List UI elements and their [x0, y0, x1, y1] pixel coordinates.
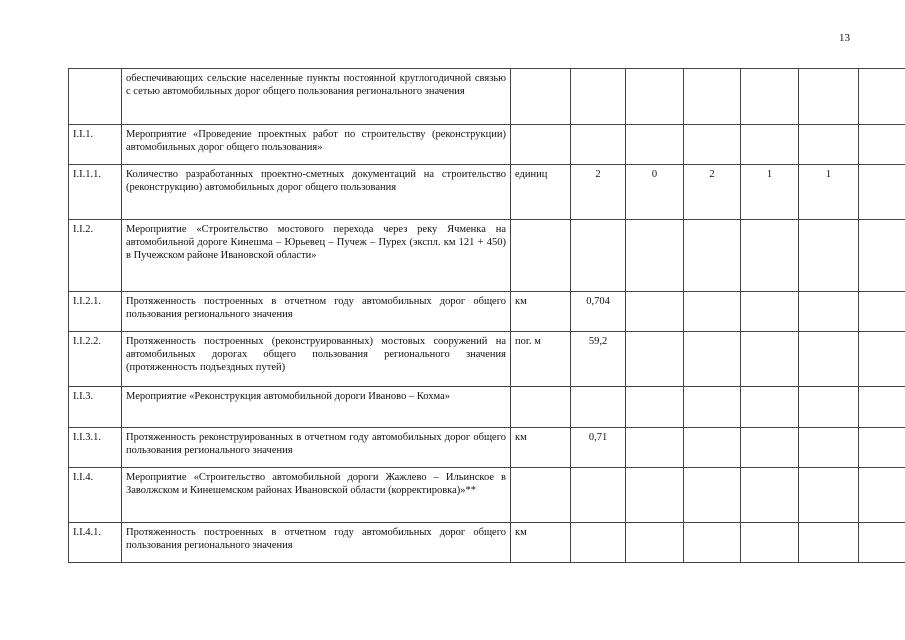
row-value-2: [626, 125, 684, 165]
row-unit: [511, 387, 571, 428]
row-unit: единиц: [511, 165, 571, 220]
row-value-5: [799, 69, 859, 125]
row-value-4: [741, 428, 799, 468]
row-value-6: [859, 220, 905, 292]
row-value-5: [799, 125, 859, 165]
row-value-1: 2: [571, 165, 626, 220]
row-unit: км: [511, 428, 571, 468]
row-value-5: [799, 332, 859, 387]
row-value-3: [684, 468, 741, 523]
row-number: I.I.3.: [69, 387, 122, 428]
table-row: [69, 332, 905, 387]
row-value-5: [799, 292, 859, 332]
row-value-6: [859, 69, 905, 125]
row-description: Мероприятие «Строительство мостового перехода через реку Ячменка на автомобильной дороге Кинешма – Юрьевец – Пучеж – Пурех (экспл. км 121 + 450) в Пучежском районе Ивановской области»: [122, 220, 511, 292]
row-value-1: [571, 125, 626, 165]
table-row: [69, 165, 905, 220]
row-value-3: [684, 69, 741, 125]
row-value-2: [626, 220, 684, 292]
row-value-5: [799, 523, 859, 563]
row-description: Протяженность построенных в отчетном году автомобильных дорог общего пользования регионального значения: [122, 292, 511, 332]
row-value-6: [859, 468, 905, 523]
row-description: Протяженность построенных в отчетном году автомобильных дорог общего пользования регионального значения: [122, 523, 511, 563]
row-value-4: [741, 69, 799, 125]
row-value-3: [684, 332, 741, 387]
table-body: [69, 69, 905, 563]
row-value-3: [684, 292, 741, 332]
row-description: Количество разработанных проектно-сметных документаций на строительство (реконструкцию) автомобильных дорог общего пользования: [122, 165, 511, 220]
row-value-1: 59,2: [571, 332, 626, 387]
row-unit: [511, 468, 571, 523]
row-number: I.I.2.: [69, 220, 122, 292]
table-row: [69, 387, 905, 428]
row-value-4: 1: [741, 165, 799, 220]
row-unit: пог. м: [511, 332, 571, 387]
row-value-2: [626, 428, 684, 468]
row-value-4: [741, 332, 799, 387]
row-unit: [511, 220, 571, 292]
row-value-3: [684, 387, 741, 428]
row-value-3: [684, 125, 741, 165]
row-number: I.I.1.: [69, 125, 122, 165]
row-value-6: [859, 125, 905, 165]
row-unit: км: [511, 292, 571, 332]
row-value-2: [626, 69, 684, 125]
row-value-5: [799, 468, 859, 523]
row-value-6: [859, 332, 905, 387]
row-value-1: [571, 220, 626, 292]
row-value-2: [626, 523, 684, 563]
row-value-5: [799, 428, 859, 468]
row-description: Протяженность реконструированных в отчетном году автомобильных дорог общего пользования регионального значения: [122, 428, 511, 468]
row-value-5: 1: [799, 165, 859, 220]
table-row: [69, 292, 905, 332]
row-number: I.I.3.1.: [69, 428, 122, 468]
row-value-6: [859, 165, 905, 220]
row-value-2: [626, 332, 684, 387]
table-row: [69, 468, 905, 523]
row-value-1: 0,71: [571, 428, 626, 468]
row-value-6: [859, 523, 905, 563]
row-value-2: 0: [626, 165, 684, 220]
row-unit: [511, 125, 571, 165]
row-value-4: [741, 220, 799, 292]
row-value-2: [626, 292, 684, 332]
row-value-6: [859, 292, 905, 332]
indicators-table: [68, 68, 905, 563]
row-number: [69, 69, 122, 125]
row-unit: км: [511, 523, 571, 563]
row-value-3: [684, 220, 741, 292]
row-number: I.I.2.2.: [69, 332, 122, 387]
row-value-4: [741, 292, 799, 332]
table-row: [69, 125, 905, 165]
row-value-5: [799, 220, 859, 292]
table-row: [69, 69, 905, 125]
row-unit: [511, 69, 571, 125]
row-value-4: [741, 468, 799, 523]
row-value-1: 0,704: [571, 292, 626, 332]
table-row: [69, 428, 905, 468]
row-value-4: [741, 125, 799, 165]
row-number: I.I.4.: [69, 468, 122, 523]
row-value-6: [859, 387, 905, 428]
row-description: Мероприятие «Проведение проектных работ по строительству (реконструкции) автомобильных дорог общего пользования»: [122, 125, 511, 165]
row-value-3: 2: [684, 165, 741, 220]
row-description: обеспечивающих сельские населенные пункты постоянной круглогодичной связью с сетью автомобильных дорог общего пользования регионального значения: [122, 69, 511, 125]
page-number: 13: [839, 32, 850, 44]
row-value-3: [684, 523, 741, 563]
row-value-1: [571, 69, 626, 125]
table-row: [69, 523, 905, 563]
row-number: I.I.1.1.: [69, 165, 122, 220]
row-value-3: [684, 428, 741, 468]
row-value-4: [741, 387, 799, 428]
row-description: Протяженность построенных (реконструированных) мостовых сооружений на автомобильных дорогах общего пользования регионального значения (протяженность подъездных путей): [122, 332, 511, 387]
row-number: I.I.2.1.: [69, 292, 122, 332]
row-value-2: [626, 468, 684, 523]
row-value-5: [799, 387, 859, 428]
row-description: Мероприятие «Реконструкция автомобильной дороги Иваново – Кохма»: [122, 387, 511, 428]
row-number: I.I.4.1.: [69, 523, 122, 563]
row-value-4: [741, 523, 799, 563]
row-value-6: [859, 428, 905, 468]
row-value-1: [571, 387, 626, 428]
row-value-1: [571, 523, 626, 563]
row-description: Мероприятие «Строительство автомобильной дороги Жажлево – Ильинское в Заволжском и Кинешемском районах Ивановской области (корректировка)»**: [122, 468, 511, 523]
row-value-2: [626, 387, 684, 428]
row-value-1: [571, 468, 626, 523]
table-row: [69, 220, 905, 292]
